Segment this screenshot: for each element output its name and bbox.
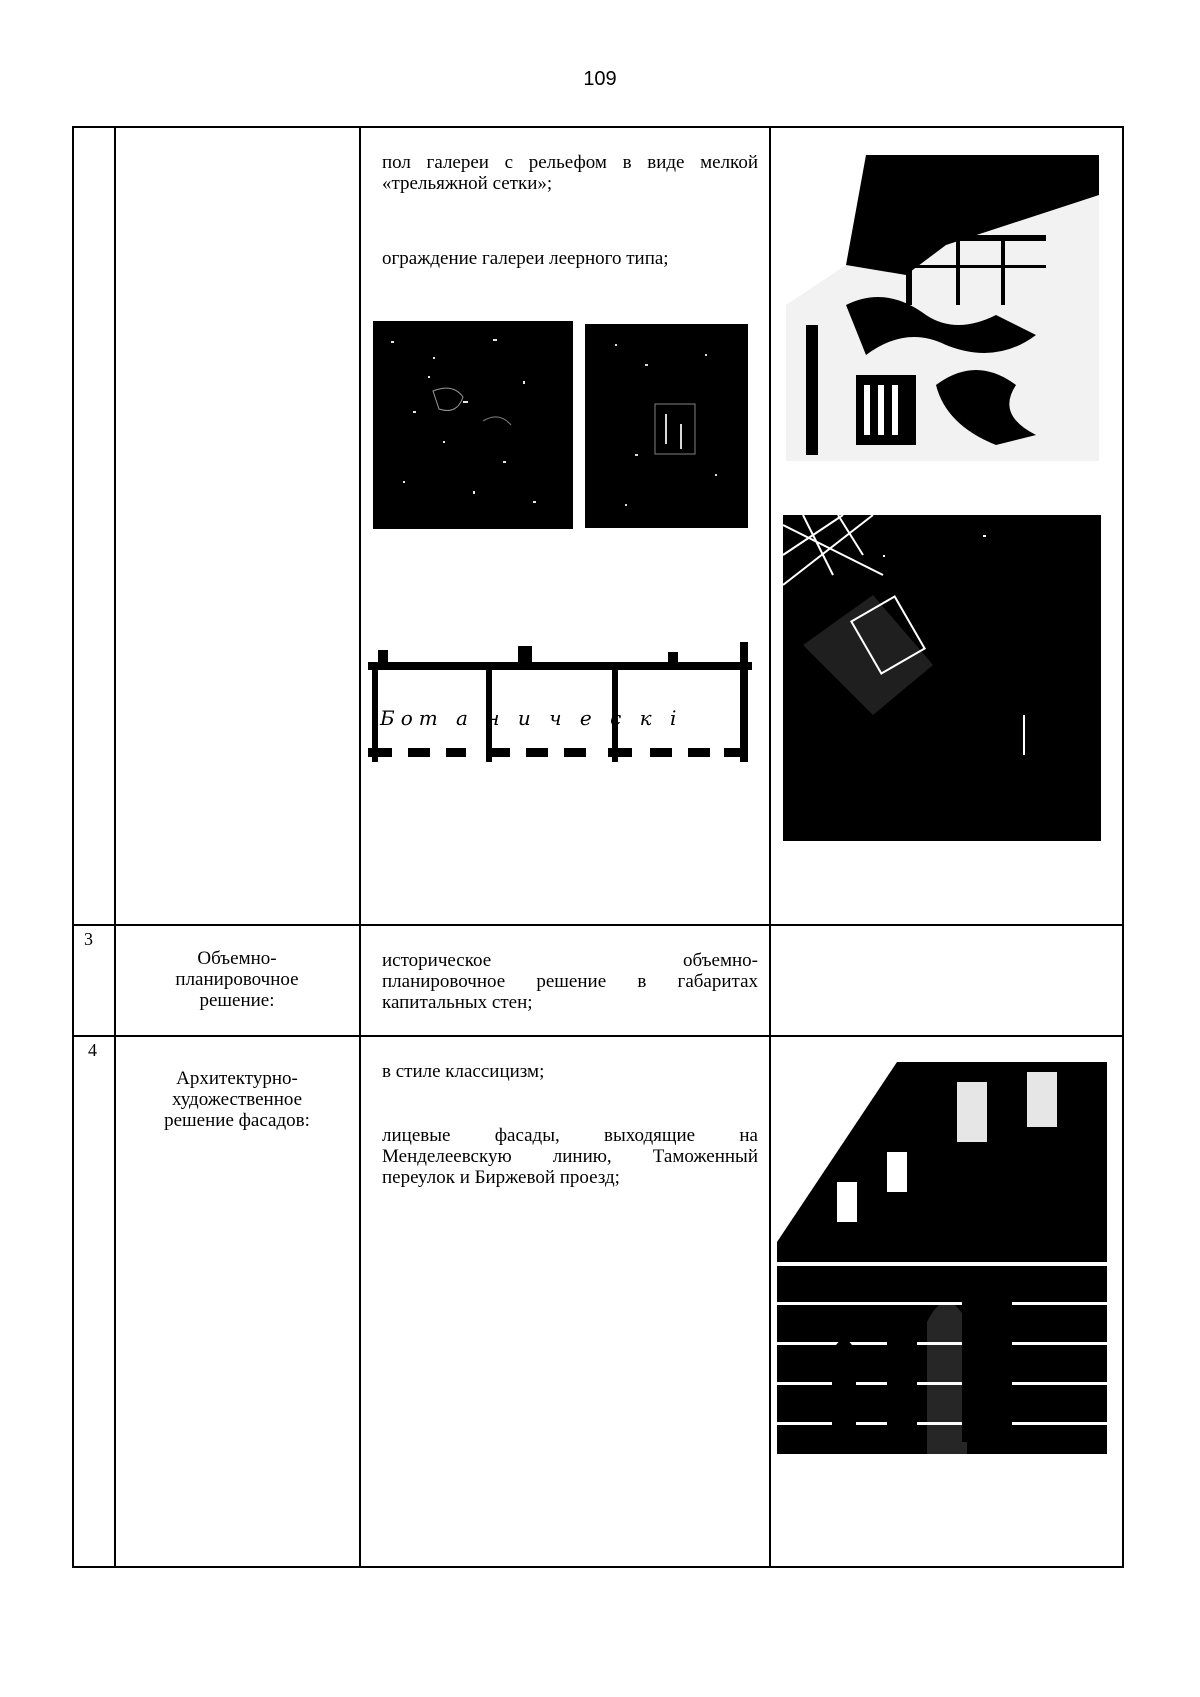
drawing-caption: Бот а н и ч е с к і xyxy=(380,706,683,730)
row-item-text: ограждение галереи леерного типа; xyxy=(382,248,669,269)
row-item-text: «трельяжной сетки»; xyxy=(382,173,553,194)
row-title: Объемно- планировочное решение: xyxy=(175,948,299,1011)
building-facade-photo xyxy=(777,1062,1107,1454)
column-divider-1 xyxy=(114,126,116,1567)
row-number: 4 xyxy=(88,1040,97,1060)
gallery-floor-photo xyxy=(373,321,573,529)
row-item-text: планировочное решение в габаритах xyxy=(382,971,758,992)
row-item-text: лицевые фасады, выходящие на xyxy=(382,1125,758,1146)
gallery-railing-photo xyxy=(585,324,748,528)
page-number: 109 xyxy=(583,68,617,90)
gallery-interior-photo xyxy=(783,515,1101,841)
column-divider-2 xyxy=(359,126,361,1567)
row-item-text: историческое объемно- xyxy=(382,950,758,971)
row-item-text: пол галереи с рельефом в виде мелкой xyxy=(382,152,758,173)
row-item-text: переулок и Биржевой проезд; xyxy=(382,1167,620,1188)
row-number: 3 xyxy=(84,929,93,949)
row-item-text: Менделеевскую линию, Таможенный xyxy=(382,1146,758,1167)
row-title: Архитектурно- художественное решение фасадов: xyxy=(164,1068,310,1131)
column-divider-3 xyxy=(769,126,771,1567)
row-item-text: в стиле классицизм; xyxy=(382,1061,545,1082)
table-border-top xyxy=(72,126,1124,128)
row-divider-4 xyxy=(72,1035,1124,1037)
table-border-bottom xyxy=(72,1566,1124,1568)
row-item-text: капитальных стен; xyxy=(382,992,533,1013)
facade-drawing xyxy=(368,632,752,767)
row-divider-3 xyxy=(72,924,1124,926)
table-border-right xyxy=(1122,126,1124,1567)
table-border-left xyxy=(72,126,74,1567)
aerial-gallery-photo xyxy=(786,155,1099,461)
